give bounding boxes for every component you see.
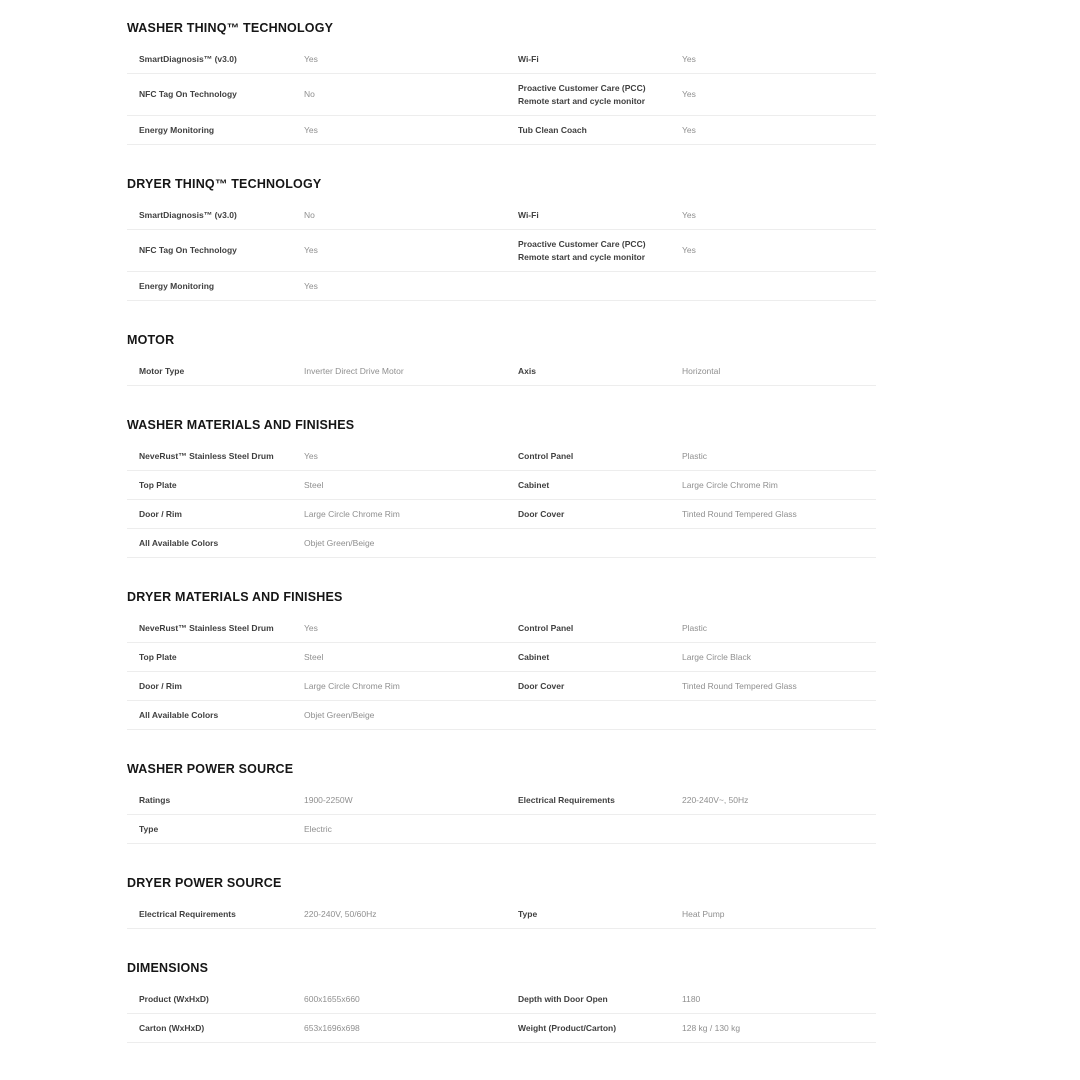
spec-value-left: Steel <box>304 479 324 490</box>
spec-row <box>127 201 876 230</box>
section-rows <box>127 357 876 386</box>
section-title: WASHER MATERIALS AND FINISHES <box>127 418 355 432</box>
spec-section <box>127 333 876 386</box>
spec-label-left: Ratings <box>139 794 171 805</box>
spec-content <box>127 21 876 1043</box>
spec-value-left: Electric <box>304 823 332 834</box>
spec-label-left: Top Plate <box>139 479 177 490</box>
spec-row <box>127 985 876 1014</box>
spec-row <box>127 701 876 730</box>
section-title: DIMENSIONS <box>127 961 209 975</box>
section-rows <box>127 900 876 929</box>
spec-value-right: Tinted Round Tempered Glass <box>682 508 797 519</box>
spec-row <box>127 500 876 529</box>
spec-label-left: Carton (WxHxD) <box>139 1022 205 1033</box>
spec-value-right: Heat Pump <box>682 908 725 919</box>
spec-value-left: No <box>304 89 315 99</box>
spec-row <box>127 614 876 643</box>
spec-label-right: Door Cover <box>518 508 565 519</box>
spec-label-right: Proactive Customer Care (PCC) Remote start and cycle monitor <box>518 82 646 106</box>
spec-value-right: Yes <box>682 245 696 255</box>
spec-label-right: Cabinet <box>518 479 550 490</box>
spec-row <box>127 471 876 500</box>
spec-value-right: Tinted Round Tempered Glass <box>682 680 797 691</box>
spec-value-right: 220-240V~, 50Hz <box>682 794 749 805</box>
spec-label-left: SmartDiagnosis™ (v3.0) <box>139 53 237 64</box>
section-rows <box>127 201 876 301</box>
spec-label-left: Door / Rim <box>139 680 182 691</box>
spec-label-left: NFC Tag On Technology <box>139 245 237 255</box>
spec-row <box>127 357 876 386</box>
spec-label-right: Axis <box>518 365 536 376</box>
spec-value-left: Yes <box>304 622 318 633</box>
spec-value-right: Yes <box>682 89 696 99</box>
spec-row <box>127 442 876 471</box>
spec-label-left: NFC Tag On Technology <box>139 89 237 99</box>
section-rows <box>127 45 876 145</box>
spec-section <box>127 21 876 145</box>
spec-value-right: Large Circle Black <box>682 651 751 662</box>
spec-row <box>127 45 876 74</box>
spec-value-left: Yes <box>304 124 318 135</box>
spec-label-right: Wi-Fi <box>518 209 539 220</box>
spec-value-right: Horizontal <box>682 365 721 376</box>
spec-label-left: Type <box>139 823 159 834</box>
spec-label-right: Wi-Fi <box>518 53 539 64</box>
spec-label-right: Depth with Door Open <box>518 993 608 1004</box>
spec-label-right: Door Cover <box>518 680 565 691</box>
spec-row <box>127 1014 876 1043</box>
spec-row <box>127 900 876 929</box>
spec-label-right: Tub Clean Coach <box>518 124 587 135</box>
spec-value-right: Yes <box>682 209 696 220</box>
spec-section <box>127 762 876 844</box>
spec-label-left: Electrical Requirements <box>139 908 236 919</box>
spec-label-left: SmartDiagnosis™ (v3.0) <box>139 209 237 220</box>
spec-section <box>127 177 876 301</box>
spec-value-right: Large Circle Chrome Rim <box>682 479 778 490</box>
spec-row <box>127 529 876 558</box>
section-title: WASHER THINQ™ TECHNOLOGY <box>127 21 334 35</box>
spec-label-left: Energy Monitoring <box>139 280 215 291</box>
spec-value-left: 653x1696x698 <box>304 1022 360 1033</box>
spec-label-left: All Available Colors <box>139 537 219 548</box>
spec-row <box>127 815 876 844</box>
spec-label-right: Control Panel <box>518 622 574 633</box>
spec-value-left: 600x1655x660 <box>304 993 360 1004</box>
spec-section <box>127 876 876 929</box>
spec-value-left: Objet Green/Beige <box>304 537 375 548</box>
spec-label-right: Proactive Customer Care (PCC) Remote start and cycle monitor <box>518 238 646 262</box>
section-title: DRYER MATERIALS AND FINISHES <box>127 590 343 604</box>
spec-value-left: Large Circle Chrome Rim <box>304 680 400 691</box>
spec-value-left: Yes <box>304 245 318 255</box>
spec-value-left: Steel <box>304 651 324 662</box>
spec-label-left: Top Plate <box>139 651 177 662</box>
section-title: DRYER THINQ™ TECHNOLOGY <box>127 177 322 191</box>
spec-label-left: Motor Type <box>139 365 185 376</box>
spec-row <box>127 672 876 701</box>
spec-row <box>127 643 876 672</box>
section-title: DRYER POWER SOURCE <box>127 876 282 890</box>
spec-value-left: 1900-2250W <box>304 794 353 805</box>
spec-value-left: Yes <box>304 450 318 461</box>
spec-value-right: Plastic <box>682 622 708 633</box>
spec-label-left: Door / Rim <box>139 508 182 519</box>
spec-value-left: No <box>304 209 315 220</box>
spec-label-right: Control Panel <box>518 450 574 461</box>
spec-section <box>127 590 876 730</box>
spec-label-left: Product (WxHxD) <box>139 993 209 1004</box>
spec-value-left: Objet Green/Beige <box>304 709 375 720</box>
spec-row <box>127 786 876 815</box>
spec-value-left: 220-240V, 50/60Hz <box>304 908 377 919</box>
spec-row <box>127 74 876 116</box>
spec-value-right: 128 kg / 130 kg <box>682 1022 741 1033</box>
spec-row <box>127 230 876 272</box>
spec-label-left: All Available Colors <box>139 709 219 720</box>
spec-value-right: Plastic <box>682 450 708 461</box>
section-rows <box>127 786 876 844</box>
spec-label-left: NeveRust™ Stainless Steel Drum <box>139 622 274 633</box>
spec-label-right: Electrical Requirements <box>518 794 615 805</box>
spec-value-right: Yes <box>682 53 696 64</box>
section-title: MOTOR <box>127 333 175 347</box>
section-rows <box>127 985 876 1043</box>
spec-value-left: Inverter Direct Drive Motor <box>304 365 404 376</box>
spec-value-left: Yes <box>304 53 318 64</box>
section-rows <box>127 614 876 730</box>
spec-value-left: Large Circle Chrome Rim <box>304 508 400 519</box>
spec-value-left: Yes <box>304 280 318 291</box>
section-rows <box>127 442 876 558</box>
spec-row <box>127 272 876 301</box>
spec-label-right: Weight (Product/Carton) <box>518 1022 617 1033</box>
spec-label-left: NeveRust™ Stainless Steel Drum <box>139 450 274 461</box>
spec-section <box>127 418 876 558</box>
section-title: WASHER POWER SOURCE <box>127 762 294 776</box>
spec-label-left: Energy Monitoring <box>139 124 215 135</box>
spec-row <box>127 116 876 145</box>
spec-label-right: Cabinet <box>518 651 550 662</box>
spec-section <box>127 961 876 1043</box>
spec-value-right: 1180 <box>682 993 701 1004</box>
spec-label-right: Type <box>518 908 538 919</box>
spec-value-right: Yes <box>682 124 696 135</box>
